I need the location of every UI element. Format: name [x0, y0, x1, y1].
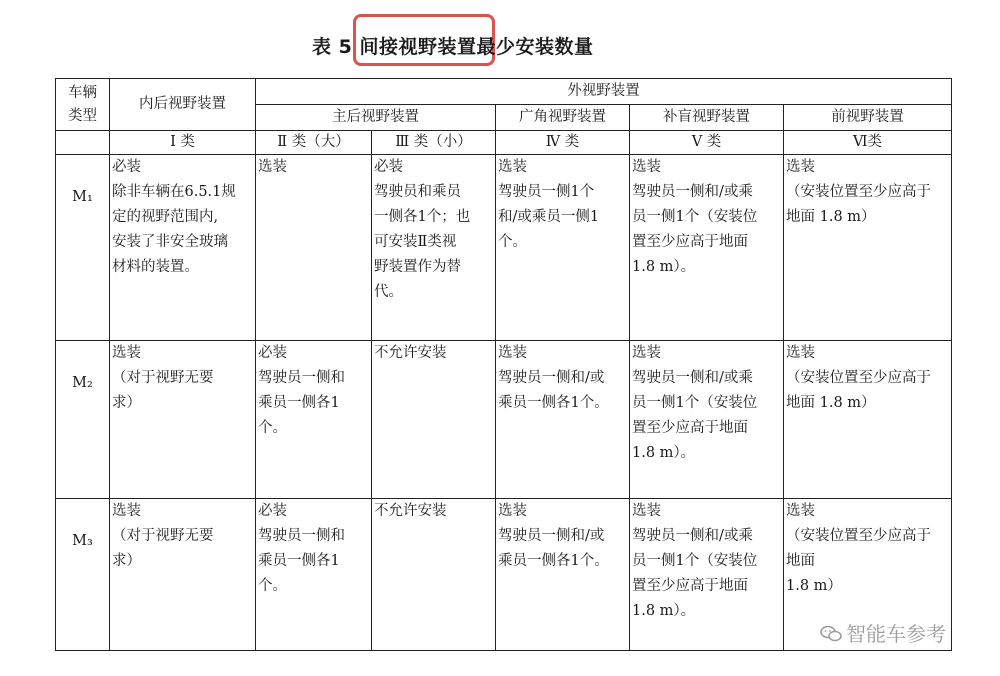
cell-line: 驾驶员一侧和/或乘 — [632, 184, 753, 200]
header-exterior: 外视野装置 — [256, 79, 952, 105]
cell-line: 个。 — [258, 578, 287, 594]
class2-cell — [256, 499, 372, 651]
header-class1: Ⅰ 类 — [110, 131, 256, 155]
cell-line: 驾驶员一侧和 — [258, 528, 345, 544]
cell-line: 置至少应高于地面 — [632, 420, 748, 436]
cell-line: 1.8 m）。 — [632, 445, 696, 461]
cell-line: 个。 — [258, 420, 287, 436]
cell-line: 1.8 m）。 — [632, 259, 696, 275]
cell-line: 必装 — [112, 159, 141, 175]
cell-line: 一侧各1个；也 — [374, 209, 471, 225]
class2-cell — [256, 341, 372, 499]
class3-cell — [372, 341, 496, 499]
header-main-rear: 主后视野装置 — [256, 105, 496, 131]
header-vehicle-type: 车辆类型 — [56, 79, 110, 131]
cell-line: 定的视野范围内, — [112, 209, 219, 225]
cell-line: 选装 — [786, 345, 815, 361]
cell-line: 乘员一侧各1个。 — [498, 553, 609, 569]
table-title: 表 5 间接视野装置最少安装数量 — [312, 36, 594, 58]
class3-cell — [372, 499, 496, 651]
cell-line: 选装 — [112, 503, 141, 519]
cell-line: 员一侧1个（安装位 — [632, 553, 758, 569]
cell-line: 选装 — [632, 345, 661, 361]
cell-line: 选装 — [498, 159, 527, 175]
header-front: 前视野装置 — [784, 105, 952, 131]
class5-cell — [630, 341, 784, 499]
cell-line: 选装 — [112, 345, 141, 361]
wechat-icon — [820, 625, 842, 643]
cell-line: 不允许安装 — [374, 503, 447, 519]
class5-cell — [630, 499, 784, 651]
cell-line: 代。 — [374, 284, 403, 300]
table-row — [56, 499, 952, 651]
cell-line: 驾驶员一侧和/或乘 — [632, 528, 753, 544]
cell-line: 乘员一侧各1个。 — [498, 395, 609, 411]
table-row — [56, 155, 952, 341]
header-wide-angle: 广角视野装置 — [496, 105, 630, 131]
cell-line: 必装 — [258, 503, 287, 519]
class3-cell — [372, 155, 496, 341]
class6-cell — [784, 155, 952, 341]
cell-line: （安装位置至少应高于 — [786, 528, 931, 544]
cell-line: （安装位置至少应高于 — [786, 370, 931, 386]
cell-line: 员一侧1个（安装位 — [632, 209, 758, 225]
cell-line: （对于视野无要 — [112, 370, 214, 386]
cell-line: 1.8 m）。 — [632, 603, 696, 619]
class2-cell — [256, 155, 372, 341]
cell-line: 选装 — [786, 159, 815, 175]
header-class5: Ⅴ 类 — [630, 131, 784, 155]
header-class6: Ⅵ类 — [784, 131, 952, 155]
cell-line: 地面 — [786, 553, 815, 569]
cell-line: 驾驶员一侧1个 — [498, 184, 595, 200]
class6-cell — [784, 341, 952, 499]
cell-line: 除非车辆在6.5.1规 — [112, 184, 236, 200]
cell-line: 乘员一侧各1 — [258, 553, 340, 569]
cell-line: 选装 — [498, 503, 527, 519]
cell-line: 乘员一侧各1 — [258, 395, 340, 411]
cell-line: 置至少应高于地面 — [632, 234, 748, 250]
class4-cell — [496, 341, 630, 499]
cell-line: 驾驶员一侧和/或乘 — [632, 370, 753, 386]
cell-line: 地面 1.8 m） — [786, 209, 876, 225]
class5-cell — [630, 155, 784, 341]
vehicle-type-cell: M₁ — [56, 155, 110, 341]
cell-line: 不允许安装 — [374, 345, 447, 361]
cell-line: 材料的装置。 — [112, 259, 199, 275]
class4-cell — [496, 155, 630, 341]
cell-line: 驾驶员一侧和/或 — [498, 528, 605, 544]
cell-line: 和/或乘员一侧1 — [498, 209, 600, 225]
cell-line: 驾驶员一侧和 — [258, 370, 345, 386]
header-class2: Ⅱ 类（大） — [256, 131, 372, 155]
cell-line: 地面 1.8 m） — [786, 395, 876, 411]
cell-line: 选装 — [786, 503, 815, 519]
cell-line: 可安装Ⅱ类视 — [374, 234, 457, 250]
cell-line: 驾驶员和乘员 — [374, 184, 461, 200]
header-class4: Ⅳ 类 — [496, 131, 630, 155]
watermark — [820, 618, 946, 647]
vehicle-type-cell: M₂ — [56, 341, 110, 499]
cell-line: 求） — [112, 553, 141, 569]
cell-line: 1.8 m） — [786, 578, 842, 594]
cell-line: 野装置作为替 — [374, 259, 461, 275]
cell-line: 选装 — [258, 159, 287, 175]
cell-line: 置至少应高于地面 — [632, 578, 748, 594]
cell-line: 员一侧1个（安装位 — [632, 395, 758, 411]
cell-line: 求） — [112, 395, 141, 411]
cell-line: 选装 — [498, 345, 527, 361]
cell-line: 必装 — [258, 345, 287, 361]
cell-line: 必装 — [374, 159, 403, 175]
class4-cell — [496, 499, 630, 651]
cell-line: 选装 — [632, 159, 661, 175]
watermark-text: 智能车参考 — [846, 622, 946, 646]
header-class3: Ⅲ 类（小） — [372, 131, 496, 155]
interior-cell — [110, 341, 256, 499]
table-row — [56, 341, 952, 499]
cell-line: 驾驶员一侧和/或 — [498, 370, 605, 386]
header-blind-spot: 补盲视野装置 — [630, 105, 784, 131]
cell-line: 个。 — [498, 234, 527, 250]
header-interior: 内后视野装置 — [110, 79, 256, 131]
cell-line: （对于视野无要 — [112, 528, 214, 544]
vehicle-type-cell: M₃ — [56, 499, 110, 651]
interior-cell — [110, 155, 256, 341]
cell-line: （安装位置至少应高于 — [786, 184, 931, 200]
requirements-table — [55, 78, 952, 651]
interior-cell — [110, 499, 256, 651]
cell-line: 安装了非安全玻璃 — [112, 234, 228, 250]
header-empty — [56, 131, 110, 155]
cell-line: 选装 — [632, 503, 661, 519]
